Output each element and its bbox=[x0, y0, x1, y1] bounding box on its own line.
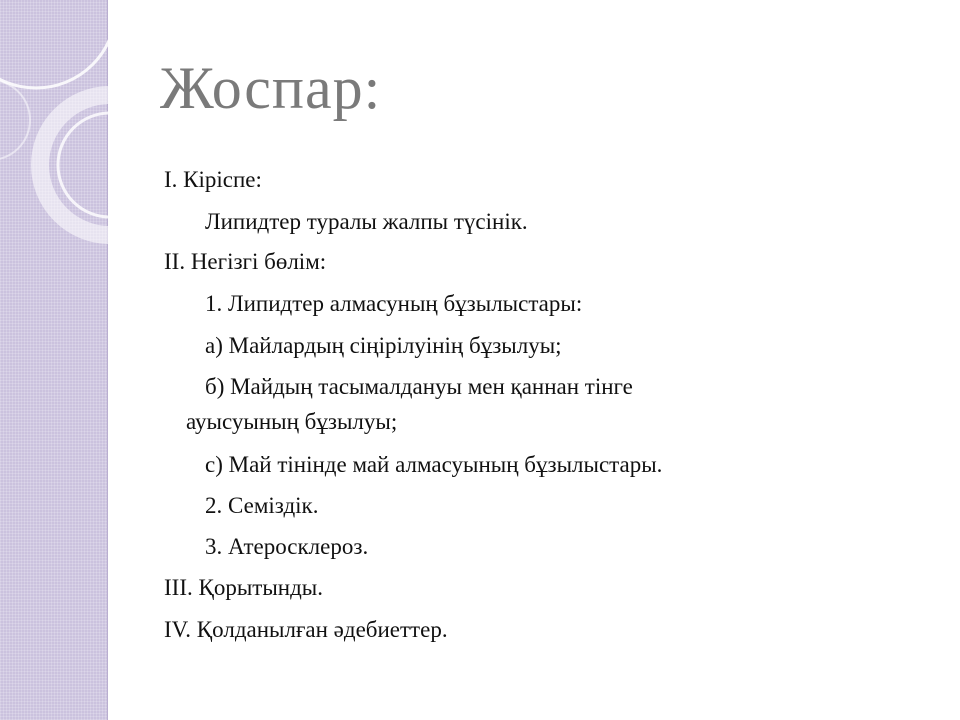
outline-subitem: с) Май тінінде май алмасуының бұзылыстары. bbox=[205, 452, 663, 477]
outline-subitem-continuation: ауысуының бұзылуы; bbox=[186, 409, 398, 434]
outline-subitem: б) Майдың тасымалдануы мен қаннан тінге bbox=[205, 374, 633, 399]
outline-item-conclusion: III. Қорытынды. bbox=[164, 575, 323, 600]
outline-subitem: 1. Липидтер алмасуның бұзылыстары: bbox=[205, 291, 583, 316]
outline-item-main: II. Негізгі бөлім: bbox=[164, 249, 327, 274]
outline-item-references: IV. Қолданылған әдебиеттер. bbox=[164, 617, 448, 642]
slide-title: Жоспар: bbox=[160, 55, 382, 121]
outline-item-intro: I. Кіріспе: bbox=[164, 167, 262, 192]
outline-subitem: а) Майлардың сіңірілуінің бұзылуы; bbox=[205, 333, 562, 358]
outline-subitem: Липидтер туралы жалпы түсінік. bbox=[205, 209, 528, 234]
outline-subitem: 2. Семіздік. bbox=[205, 493, 319, 518]
outline-subitem: 3. Атеросклероз. bbox=[205, 534, 369, 559]
